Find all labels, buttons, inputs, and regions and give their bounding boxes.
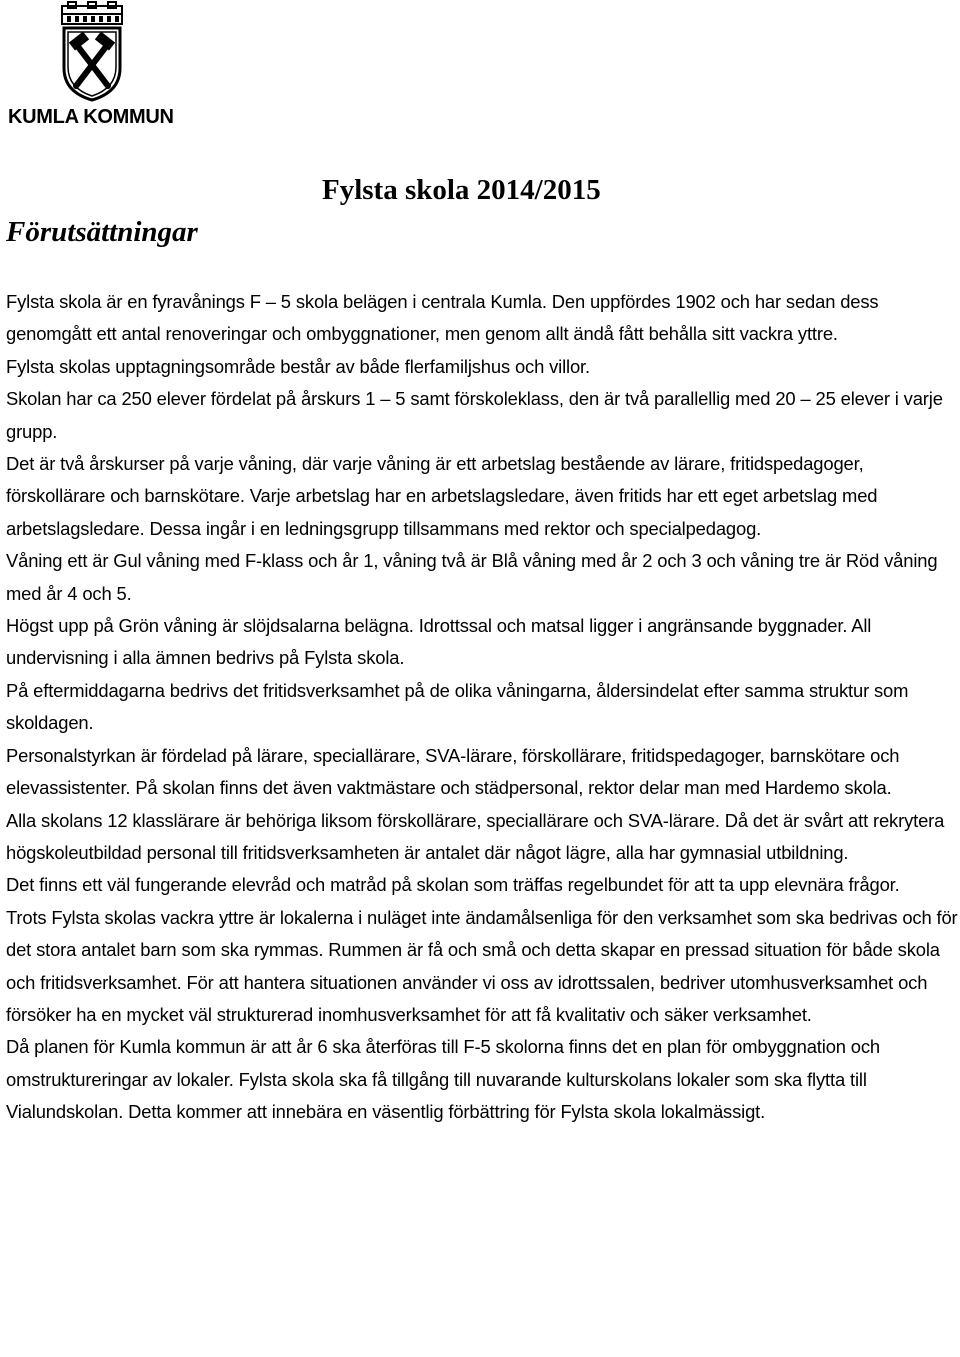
paragraph: Trots Fylsta skolas vackra yttre är lokalerna i nuläget inte ändamålsenliga för den verksamhet som ska bedrivas och för det stora antalet barn som ska rymmas. Rummen är få och små och detta skapar en pressad situation för både skola och fritidsverksamhet. För att hantera situationen använder vi oss av idrottssalen, bedriver utomhusverksamhet och försöker ha en mycket väl strukturerad inomhusverksamhet för att få kvalitativ och säker verksamhet. bbox=[6, 906, 958, 1025]
body-text bbox=[6, 286, 958, 1129]
paragraph: Alla skolans 12 klasslärare är behöriga liksom förskollärare, speciallärare och SVA-lärare. Då det är svårt att rekrytera högskoleutbildad personal till fritidsverksamheten är antalet där något lägre, alla har gymnasial utbildning. bbox=[6, 809, 945, 863]
kumla-kommun-logo bbox=[6, 0, 182, 134]
paragraph: Fylsta skola är en fyravånings F – 5 skola belägen i centrala Kumla. Den uppfördes 1902 och har sedan dess genomgått ett antal renoveringar och ombyggnationer, men genom allt ändå fått behålla sitt vackra yttre. bbox=[6, 291, 879, 345]
coat-of-arms-icon bbox=[6, 0, 182, 104]
paragraph: På eftermiddagarna bedrivs det fritidsverksamhet på de olika våningarna, åldersindelat efter samma struktur som skoldagen. bbox=[6, 679, 909, 734]
paragraph: Personalstyrkan är fördelad på lärare, speciallärare, SVA-lärare, förskollärare, fritidspedagoger, barnskötare och elevassistenter. På skolan finns det även vaktmästare och städpersonal, rektor delar man med Hardemo skola. bbox=[6, 744, 900, 799]
logo-text: KUMLA KOMMUN bbox=[8, 106, 174, 128]
paragraph: Skolan har ca 250 elever fördelat på årskurs 1 – 5 samt förskoleklass, den är två parallellig med 20 – 25 elever i varje grupp. bbox=[6, 388, 943, 442]
paragraph: Det är två årskurser på varje våning, där varje våning är ett arbetslag bestående av lärare, fritidspedagoger, förskollärare och barnskötare. Varje arbetslag har en arbetslagsledare, även fritids har ett eget arbetslag med arbetslagsledare. Dessa ingår i en ledningsgrupp tillsammans med rektor och specialpedagog. bbox=[6, 453, 878, 539]
paragraph: Då planen för Kumla kommun är att år 6 ska återföras till F-5 skolorna finns det en plan för ombyggnation och omstruktureringar av lokaler. Fylsta skola ska få tillgång till nuvarande kulturskolans lokaler som ska flytta till Vialundskolan. Detta kommer att innebära en väsentlig förbättring för Fylsta skola lokalmässigt. bbox=[6, 1036, 881, 1123]
paragraph: Det finns ett väl fungerande elevråd och matråd på skolan som träffas regelbundet för att ta upp elevnära frågor. bbox=[6, 874, 900, 896]
document-title: Fylsta skola 2014/2015 bbox=[322, 174, 601, 206]
paragraph: Högst upp på Grön våning är slöjdsalarna belägna. Idrottssal och matsal ligger i angränsande byggnader. All undervisning i alla ämnen bedrivs på Fylsta skola. bbox=[6, 615, 872, 669]
paragraph: Våning ett är Gul våning med F-klass och år 1, våning två är Blå våning med år 2 och 3 och våning tre är Röd våning med år 4 och 5. bbox=[6, 550, 938, 604]
section-title: Förutsättningar bbox=[6, 216, 198, 248]
paragraph: Fylsta skolas upptagningsområde består av både flerfamiljshus och villor. bbox=[6, 355, 590, 377]
